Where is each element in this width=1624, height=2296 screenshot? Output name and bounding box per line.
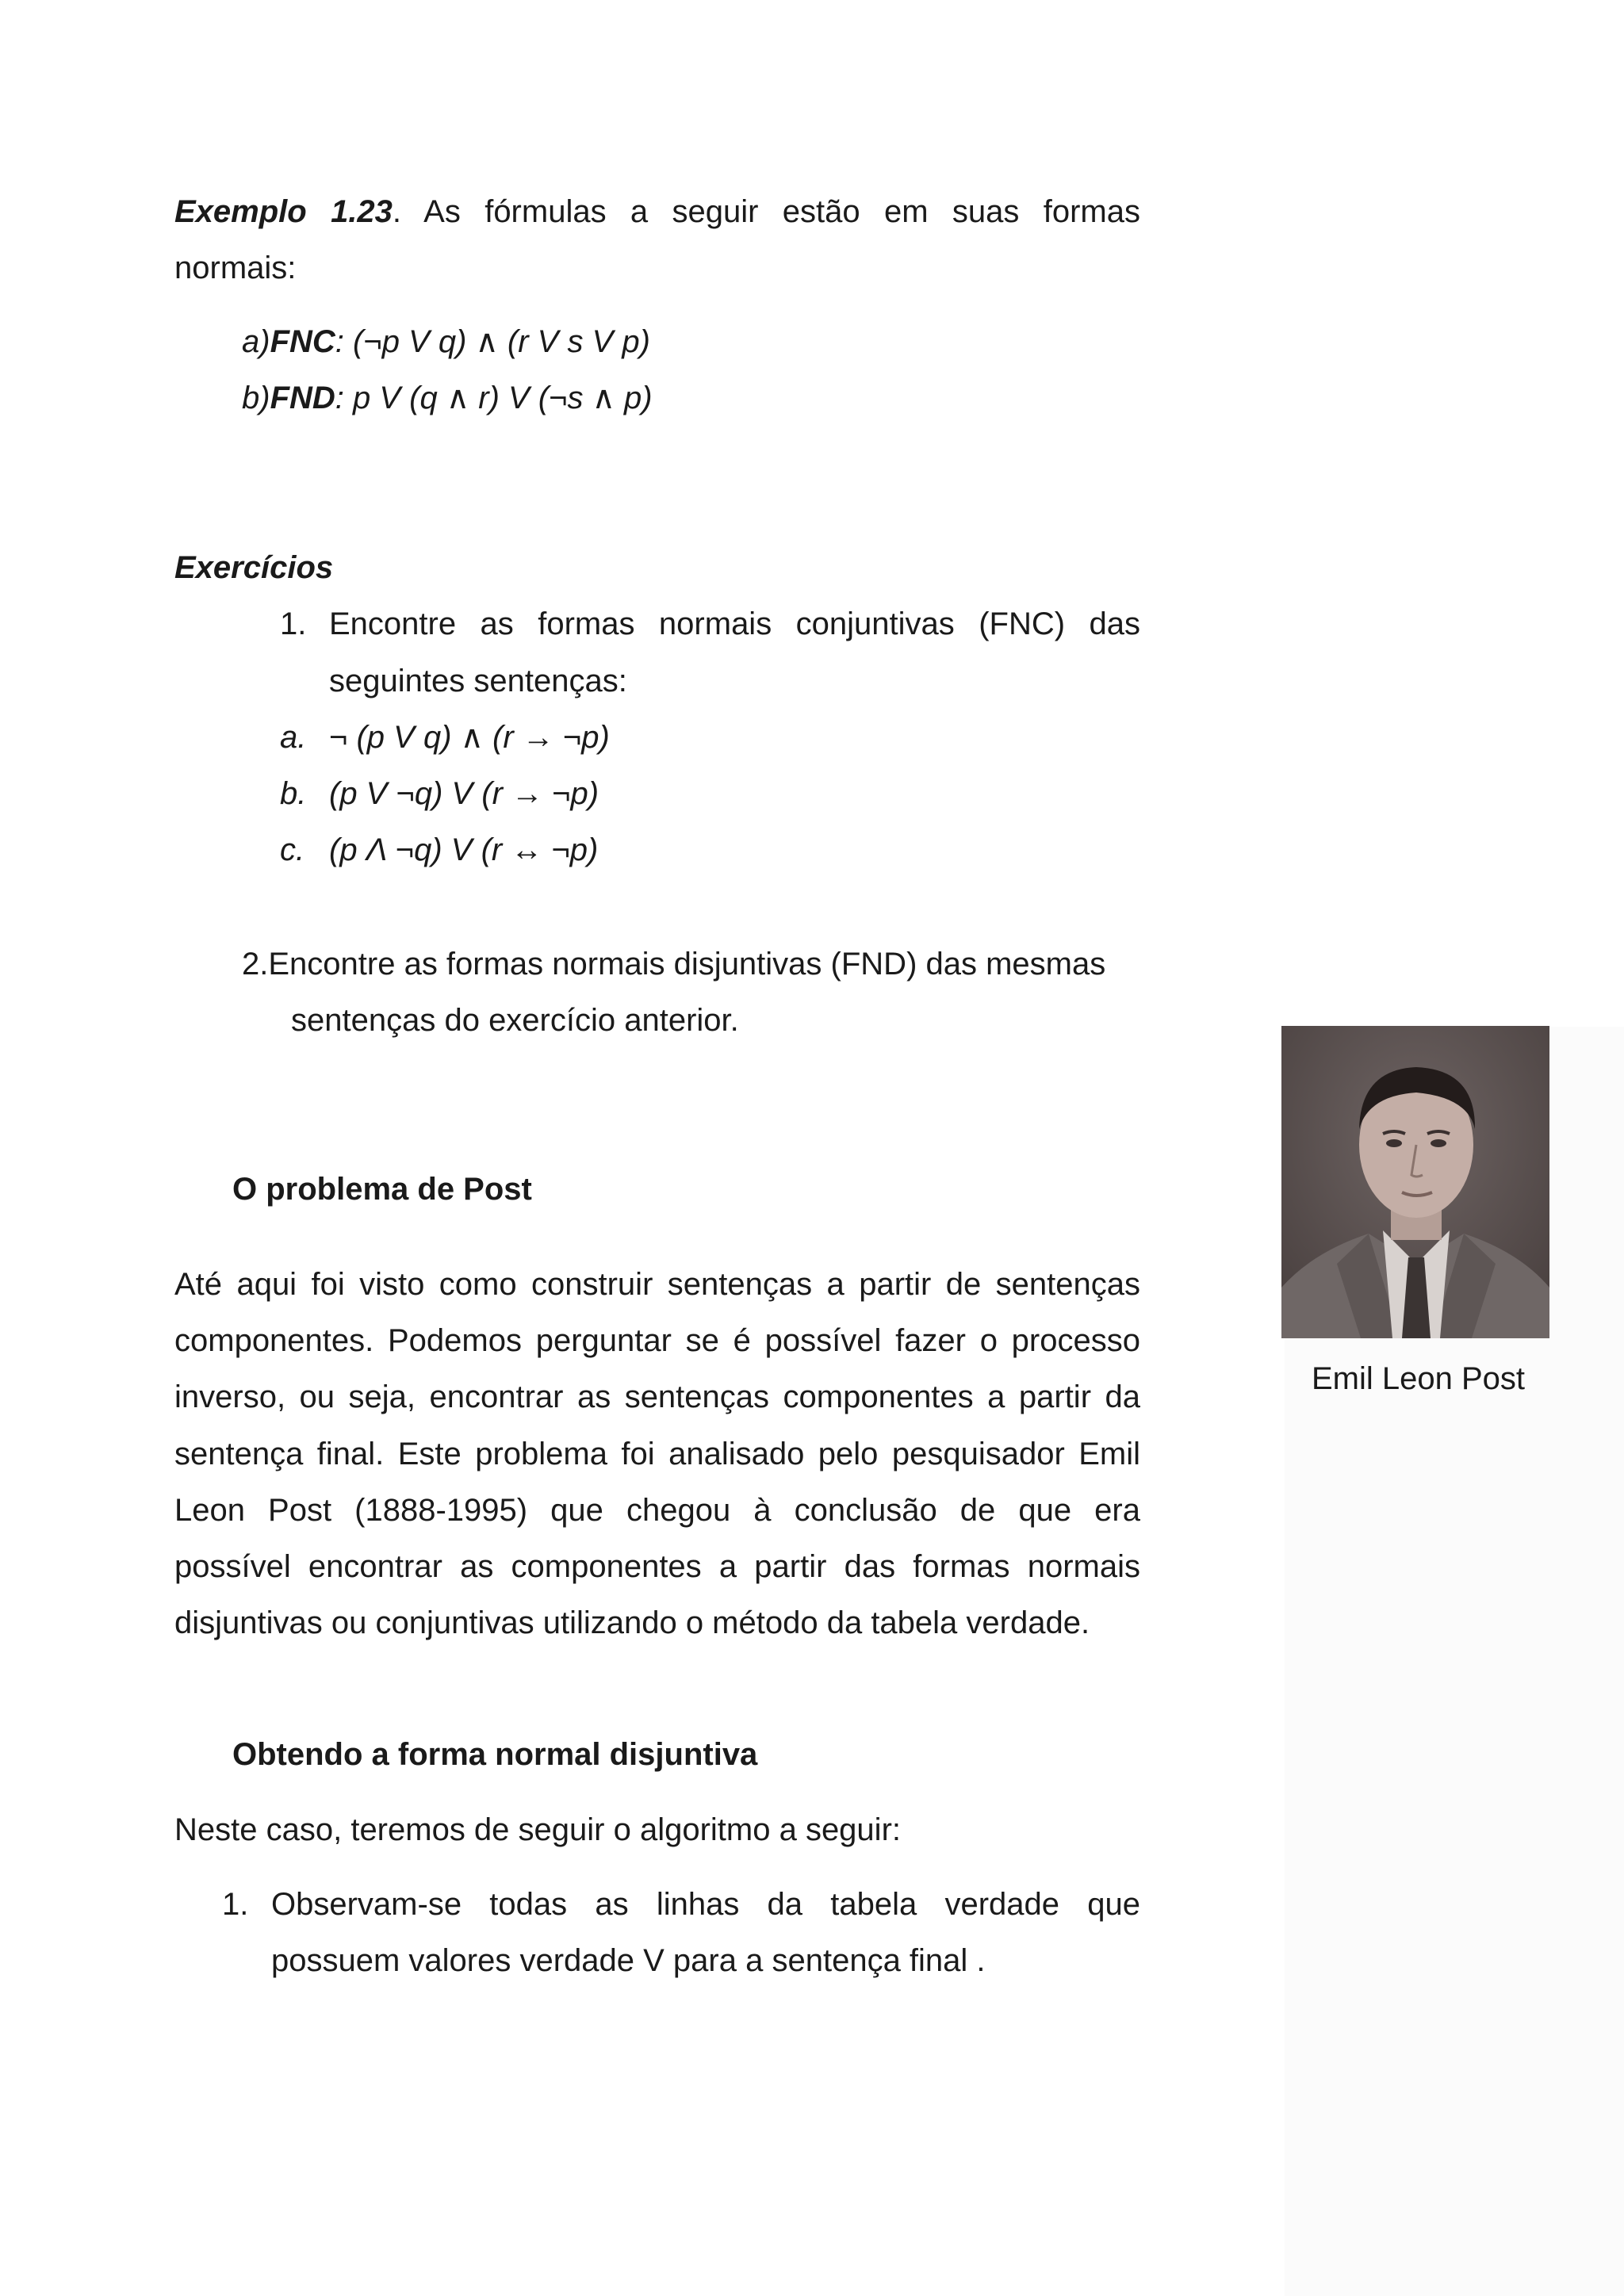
emil-post-portrait [1281, 1026, 1549, 1338]
post-paragraph-line: sentença final. Este problema foi analisado pelo pesquisador Emil [174, 1437, 1140, 1471]
fnd-label: FND [270, 381, 335, 415]
exercise-1-line-2: seguintes sentenças: [329, 664, 627, 698]
fnc-label: FNC [270, 324, 335, 359]
portrait-image [1281, 1026, 1549, 1338]
fnd-line [242, 379, 653, 417]
fnd-section-heading: Obtendo a forma normal disjuntiva [232, 1737, 758, 1772]
example-line-1-text: . As fórmulas a seguir estão em suas formas [392, 194, 1141, 229]
post-paragraph-last-line: disjuntivas ou conjuntivas utilizando o método da tabela verdade. [174, 1605, 1090, 1640]
exercise-item-letter: c. [280, 832, 305, 867]
exercise-2-line-1: 2.Encontre as formas normais disjuntivas (FND) das mesmas [242, 947, 1106, 982]
post-paragraph-line: inverso, ou seja, encontrar as sentenças componentes a partir da [174, 1380, 1140, 1414]
exercises-title: Exercícios [174, 550, 334, 585]
example-line-1 [174, 193, 1140, 231]
fnc-formula: : (¬p V q) ∧ (r V s V p) [335, 324, 650, 359]
portrait-caption: Emil Leon Post [1312, 1361, 1526, 1396]
post-heading: O problema de Post [232, 1172, 532, 1207]
exercise-2-line-2: sentenças do exercício anterior. [291, 1003, 739, 1038]
fnd-prefix: b) [242, 381, 270, 415]
step-1-line-1: Observam-se todas as linhas da tabela verdade que [271, 1887, 1140, 1922]
fnc-line [242, 323, 650, 361]
exercise-item-letter: a. [280, 720, 307, 755]
exercise-1-number: 1. [280, 607, 307, 641]
exercise-1-line-1: Encontre as formas normais conjuntivas (FNC) das [329, 607, 1140, 641]
post-paragraph-line: possível encontrar as componentes a partir das formas normais [174, 1549, 1140, 1584]
fnd-formula: : p V (q ∧ r) V (¬s ∧ p) [335, 381, 653, 415]
post-paragraph-line: Até aqui foi visto como construir sentenças a partir de sentenças [174, 1267, 1140, 1302]
example-label: Exemplo 1.23 [174, 194, 393, 229]
exercise-item-letter: b. [280, 776, 307, 811]
fnc-prefix: a) [242, 324, 270, 359]
exercise-item-formula: (p Λ ¬q) V (r ↔ ¬p) [329, 832, 599, 867]
exercise-item-formula: ¬ (p V q) ∧ (r → ¬p) [329, 720, 610, 755]
example-line-2: normais: [174, 251, 297, 285]
post-paragraph-line: Leon Post (1888-1995) que chegou à conclusão de que era [174, 1493, 1140, 1528]
fnd-section-intro: Neste caso, teremos de seguir o algoritmo a seguir: [174, 1812, 901, 1847]
post-paragraph-line: componentes. Podemos perguntar se é possível fazer o processo [174, 1323, 1140, 1358]
exercise-item-formula: (p V ¬q) V (r → ¬p) [329, 776, 599, 811]
step-1-line-2: possuem valores verdade V para a sentença final . [271, 1943, 986, 1978]
step-1-number: 1. [222, 1887, 249, 1922]
